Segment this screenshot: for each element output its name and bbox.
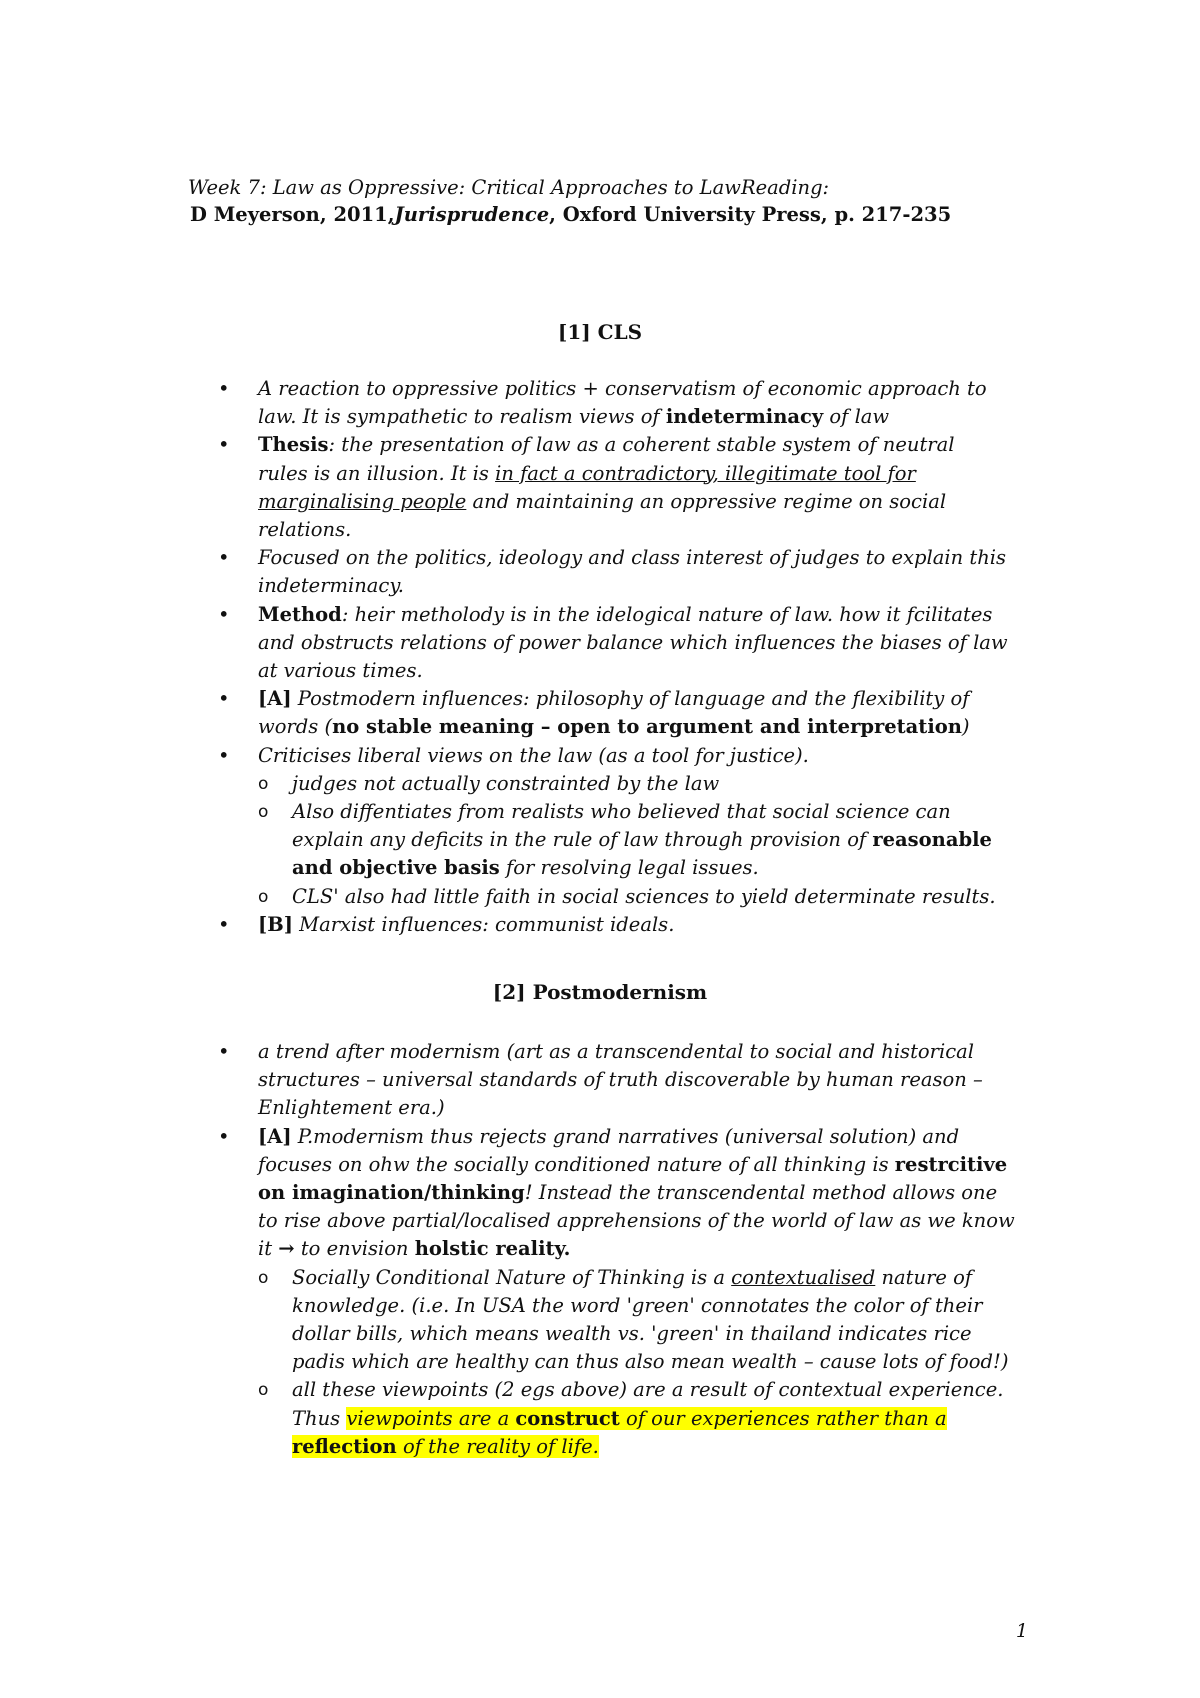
- bullet-icon: •: [218, 743, 230, 767]
- bullet-icon: •: [218, 687, 230, 711]
- sub-list-item: o Also diffentiates from realists who believed that social science can explain any deficits in the rule of law through provision of reasonable and objective basis for resolving legal issues.: [258, 800, 992, 880]
- bullet-icon: •: [218, 912, 230, 936]
- sub-list-item: o CLS' also had little faith in social sciences to yield determinate results.: [258, 883, 1008, 911]
- sub-bullet-icon: o: [258, 886, 269, 907]
- list-item: • A reaction to oppressive politics + conservatism of economic approach to law. It is sympathetic to realism views of indeterminacy of law: [218, 377, 987, 429]
- cls-bullet-list: [218, 375, 1008, 939]
- sub-bullet-icon: o: [258, 802, 269, 823]
- sub-bullet-icon: o: [258, 1380, 269, 1401]
- section-heading-postmodernism: [2] Postmodernism: [492, 980, 708, 1004]
- list-item: • Focused on the politics, ideology and class interest of judges to explain this indeterminacy.: [218, 546, 1007, 598]
- sub-list-item: o judges not actually constrainted by the law: [258, 770, 1008, 798]
- sub-list-item: o Socially Conditional Nature of Thinking is a contextualised nature of knowledge. (i.e. In USA the word 'green' connotates the color of their dollar bills, which means wealth vs. 'green' in thailand indicates rice padis which are healthy can thus also mean wealth – cause lots of food!): [258, 1265, 1009, 1374]
- bullet-icon: •: [218, 602, 230, 626]
- list-item: • Method: heir metholody is in the idelogical nature of law. how it fcilitates and obstructs relations of power balance which influences the biases of law at various times.: [218, 602, 1008, 683]
- list-item: • [A] Postmodern influences: philosophy of language and the flexibility of words (no stable meaning – open to argument and interpretation): [218, 687, 970, 739]
- list-item: • Criticises liberal views on the law (as a tool for justice). o judges not actually constrainted by the law o Also diffentiates from realists who believed that social science can explain any deficits in the rule of law through provision of reasonable and objective basis for resolving legal issues. o CLS' also had little faith in social sciences to yield determinate results.: [218, 742, 1008, 911]
- highlighted-text: viewpoints are a construct of our experiences rather than a reflection of the reality of life.: [292, 1406, 947, 1458]
- sub-list: [258, 1264, 1018, 1461]
- document-header: [188, 174, 951, 228]
- list-item: • Thesis: the presentation of law as a coherent stable system of neutral rules is an illusion. It is in fact a contradictory, illegitimate tool for marginalising people and maintaining an oppressive regime on social relations.: [218, 433, 955, 542]
- week-title: Week 7: Law as Oppressive: Critical Approaches to LawReading:: [188, 176, 830, 199]
- sub-bullet-icon: o: [258, 773, 269, 794]
- reference-publisher: , Oxford University Press, p. 217-235: [549, 203, 952, 226]
- sub-list: [258, 770, 1008, 911]
- reference-author: D Meyerson, 2011,: [190, 203, 395, 226]
- bullet-icon: •: [218, 1040, 230, 1063]
- page-number: 1: [1015, 1620, 1028, 1642]
- bullet-icon: •: [218, 546, 230, 570]
- reference-title: Jurisprudence: [394, 203, 550, 226]
- list-item: • [A] P.modernism thus rejects grand narratives (universal solution) and focuses on ohw the socially conditioned nature of all thinking is restrcitive on imagination/thinking! Instead the transcendental method allows one to rise above partial/localised apprehensions of the world of law as we know it → to envision holstic reality. o Socially Conditional Nature of Thinking is a contextualised nature of knowledge. (i.e. In USA the word 'green' connotates the color of their dollar bills, which means wealth vs. 'green' in thailand indicates rice padis which are healthy can thus also mean wealth – cause lots of food!) o all these viewpoints (2 egs above) are a result of contextual experience. Thus viewpoints are a construct of our experiences rather than a reflection of the reality of life.: [218, 1123, 1018, 1461]
- list-item: • a trend after modernism (art as a transcendental to social and historical structures – universal standards of truth discoverable by human reason – Enlightement era.): [218, 1040, 983, 1120]
- section-heading-cls: [1] CLS: [557, 320, 643, 344]
- bullet-icon: •: [218, 377, 230, 400]
- bullet-icon: •: [218, 1124, 230, 1148]
- bullet-icon: •: [218, 433, 230, 457]
- list-item: • [B] Marxist influences: communist ideals.: [218, 911, 1008, 939]
- postmodernism-bullet-list: [218, 1038, 1018, 1461]
- arrow-right-icon: →: [278, 1237, 295, 1261]
- reading-reference: [190, 201, 951, 228]
- sub-bullet-icon: o: [258, 1267, 269, 1288]
- sub-list-item: o all these viewpoints (2 egs above) are a result of contextual experience. Thus viewpoints are a construct of our experiences rather than a reflection of the reality of life.: [258, 1378, 1004, 1458]
